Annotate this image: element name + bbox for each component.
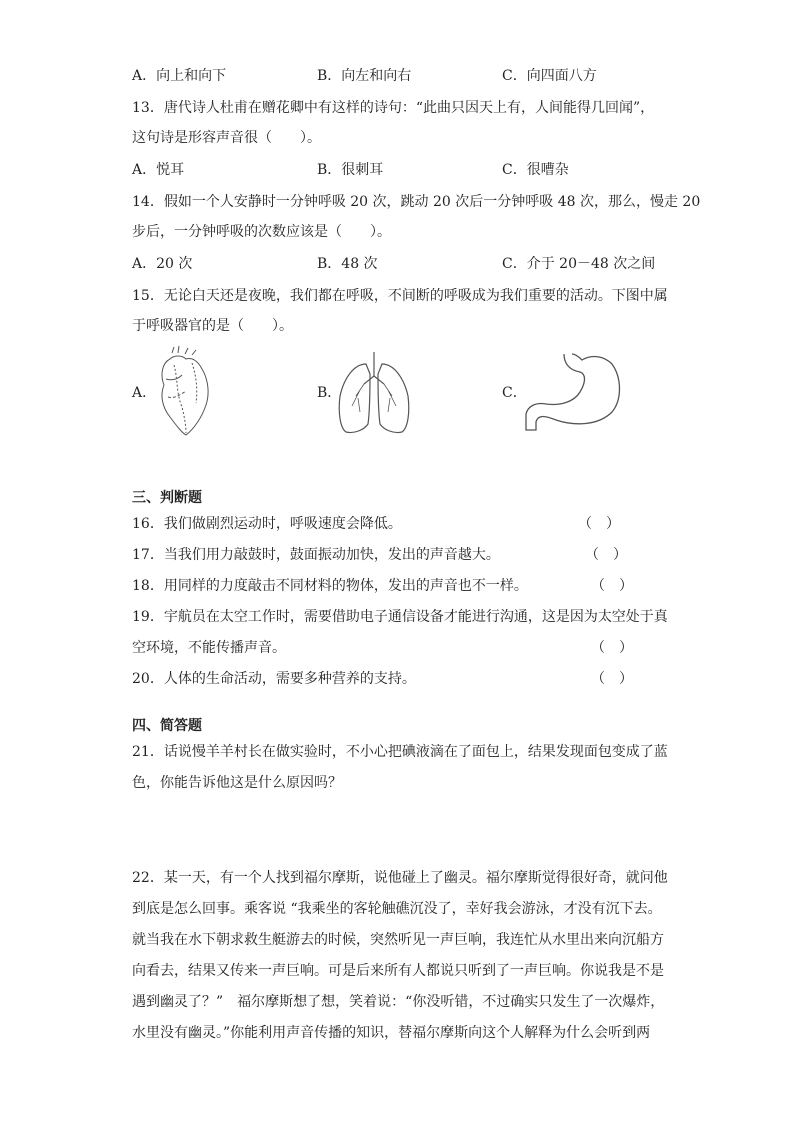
q22-text-line5: 遇到幽灵了？” 福尔摩斯想了想，笑着说：“你没听错，不过确实只发生了一次爆炸， [132, 994, 665, 1010]
q13-option-b: B．很刺耳 [317, 162, 384, 178]
q15-option-b: B． [317, 385, 342, 401]
q14-option-c: C．介于 20－48 次之间 [502, 256, 656, 272]
q21-text-line1: 21．话说慢羊羊村长在做实验时，不小心把碘液滴在了面包上，结果发现面包变成了蓝 [132, 744, 668, 760]
q15-text-line2: 于呼吸器官的是（ ）。 [132, 318, 293, 334]
q13-option-c: C．很嘈杂 [502, 162, 569, 178]
section3-title: 三、判断题 [132, 490, 202, 506]
q20-answer-paren: （ ） [591, 671, 633, 687]
q14-option-b: B．48 次 [317, 256, 378, 272]
q16-text: 16．我们做剧烈运动时，呼吸速度会降低。 [132, 516, 402, 532]
q12-option-b: B．向左和向右 [317, 68, 412, 84]
q18-answer-paren: （ ） [591, 578, 633, 594]
q15-option-c: C． [502, 385, 527, 401]
q22-text-line4: 向看去，结果又传来一声巨响。可是后来所有人都说只听到了一声巨响。你说我是不是 [132, 963, 664, 979]
q13-option-a: A．悦耳 [132, 162, 185, 178]
q17-text: 17．当我们用力敲鼓时，鼓面振动加快，发出的声音越大。 [132, 547, 500, 563]
q14-text-line2: 步后，一分钟呼吸的次数应该是（ ）。 [132, 224, 391, 240]
heart-drawing [152, 345, 214, 437]
q16-answer-paren: （ ） [578, 516, 620, 532]
q19-answer-paren: （ ） [591, 640, 633, 656]
q22-text-line6: 水里没有幽灵。”你能利用声音传播的知识，替福尔摩斯向这个人解释为什么会听到两 [132, 1025, 651, 1041]
q17-answer-paren: （ ） [585, 547, 627, 563]
section4-title: 四、简答题 [132, 718, 202, 734]
q14-option-a: A．20 次 [132, 256, 193, 272]
lungs-drawing [336, 350, 412, 436]
q13-text-line1: 13．唐代诗人杜甫在赠花卿中有这样的诗句：“此曲只因天上有，人间能得几回闻”， [132, 100, 655, 116]
q20-text: 20．人体的生命活动，需要多种营养的支持。 [132, 671, 416, 687]
q22-text-line3: 就当我在水下朝求救生艇游去的时候，突然听见一声巨响，我连忙从水里出来向沉船方 [132, 932, 664, 948]
q12-option-a: A．向上和向下 [132, 68, 227, 84]
q22-text-line1: 22．某一天，有一个人找到福尔摩斯，说他碰上了幽灵。福尔摩斯觉得很好奇，就问他 [132, 870, 668, 886]
stomach-drawing [524, 352, 624, 436]
q18-text: 18．用同样的力度敲击不同材料的物体，发出的声音也不一样。 [132, 578, 528, 594]
q19-text-line1: 19．宇航员在太空工作时，需要借助电子通信设备才能进行沟通，这是因为太空处于真 [132, 609, 668, 625]
q19-text-line2: 空环境，不能传播声音。 [132, 640, 286, 656]
q22-text-line2: 到底是怎么回事。乘客说 “我乘坐的客轮触礁沉没了，幸好我会游泳，才没有沉下去。 [132, 901, 662, 917]
q21-text-line2: 色，你能告诉他这是什么原因吗？ [132, 775, 342, 791]
q13-text-line2: 这句诗是形容声音很（ ）。 [132, 130, 321, 146]
q12-option-c: C．向四面八方 [502, 68, 597, 84]
q15-text-line1: 15．无论白天还是夜晚，我们都在呼吸，不间断的呼吸成为我们重要的活动。下图中属 [132, 288, 668, 304]
q15-option-a: A． [132, 385, 157, 401]
q14-text-line1: 14．假如一个人安静时一分钟呼吸 20 次，跳动 20 次后一分钟呼吸 48 次，那么，慢走 20 [132, 194, 701, 210]
